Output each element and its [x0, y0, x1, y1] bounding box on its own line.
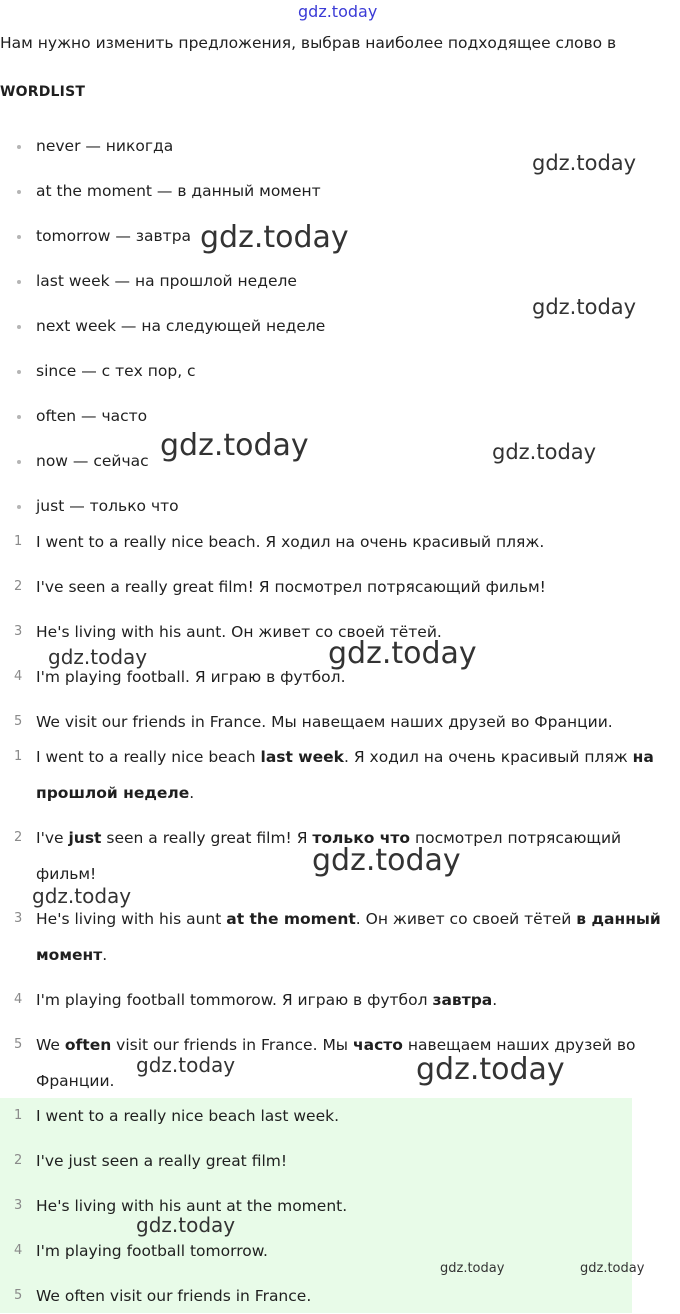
list-item-text: since — с тех пор, с [36, 362, 196, 380]
sentence-fragment: . [492, 991, 498, 1009]
sentence-text: I went to a really nice beach. Я ходил на очень красивый пляж. [36, 533, 545, 551]
bullet-icon [17, 370, 21, 374]
highlighted-word: last week [260, 748, 344, 766]
answer-number: 2 [14, 1153, 23, 1168]
list-item [20, 407, 147, 425]
header-watermark: gdz.today [298, 2, 378, 21]
list-item-text: just — только что [36, 497, 179, 515]
highlighted-word: только что [312, 829, 411, 847]
list-item [20, 362, 196, 380]
sentence-text: He's living with his aunt. Он живет со своей тётей. [36, 623, 442, 641]
answer-number: 3 [14, 1198, 23, 1213]
sentence-fragment: seen a really great film! Я [101, 829, 313, 847]
list-item [20, 272, 297, 290]
sentence-fragment: We [36, 1036, 65, 1054]
watermark: gdz.today [32, 884, 132, 908]
answer-number: 5 [14, 1288, 23, 1303]
list-item [20, 497, 179, 515]
answer-text: I went to a really nice beach last week. [36, 1107, 340, 1125]
sentence-fragment: посмотрел потрясающий фильм! [36, 829, 622, 883]
list-item [20, 317, 325, 335]
wordlist-title: WORDLIST [0, 84, 86, 100]
list-item-text: now — сейчас [36, 452, 149, 470]
highlighted-word: at the moment [226, 910, 356, 928]
highlighted-word: на прошлой неделе [36, 748, 654, 802]
sentence-number: 5 [14, 1037, 23, 1052]
sentence-number: 5 [14, 714, 23, 729]
sentence-text: I've seen a really great film! Я посмотрел потрясающий фильм! [36, 578, 546, 596]
sentence-number: 3 [14, 911, 23, 926]
answer-text: He's living with his aunt at the moment. [36, 1197, 348, 1215]
watermark: gdz.today [416, 1052, 565, 1087]
bullet-icon [17, 415, 21, 419]
answer-number: 1 [14, 1108, 23, 1123]
bullet-icon [17, 190, 21, 194]
list-item-text: often — часто [36, 407, 148, 425]
watermark: gdz.today [200, 220, 349, 255]
sentence-fragment: I've [36, 829, 69, 847]
watermark: gdz.today [580, 1261, 645, 1276]
bullet-icon [17, 145, 21, 149]
sentence-number: 4 [14, 669, 23, 684]
sentence-text: I'm playing football. Я играю в футбол. [36, 668, 346, 686]
watermark: gdz.today [328, 636, 477, 671]
highlighted-word: в данный момент [36, 910, 661, 964]
sentence-fragment: He's living with his aunt [36, 910, 227, 928]
sentence-fragment: I'm playing football tommorow. Я играю в футбол [36, 991, 433, 1009]
watermark: gdz.today [136, 1213, 236, 1237]
bullet-icon [17, 280, 21, 284]
sentence-number: 4 [14, 992, 23, 1007]
watermark: gdz.today [48, 645, 148, 669]
watermark: gdz.today [136, 1053, 236, 1077]
answer-text: I'm playing football tomorrow. [36, 1242, 268, 1260]
list-item [20, 182, 321, 200]
sentence-fragment: . Я ходил на очень красивый пляж [343, 748, 633, 766]
sentence-number: 1 [14, 749, 23, 764]
list-item [20, 452, 149, 470]
sentence-text [36, 1027, 666, 1099]
list-item-text: at the moment — в данный момент [36, 182, 321, 200]
watermark: gdz.today [160, 428, 309, 463]
sentence-number: 2 [14, 830, 23, 845]
sentence-fragment: visit our friends in France. Мы [111, 1036, 353, 1054]
intro-text: Нам нужно изменить предложения, выбрав наиболее подходящее слово в [0, 34, 617, 52]
highlighted-word: often [64, 1036, 112, 1054]
sentence-fragment: . Он живет со своей тётей [355, 910, 577, 928]
list-item [20, 227, 191, 245]
list-item-text: never — никогда [36, 137, 174, 155]
bullet-icon [17, 505, 21, 509]
list-item-text: next week — на следующей неделе [36, 317, 326, 335]
list-item-text: tomorrow — завтра [36, 227, 192, 245]
sentence-text: We visit our friends in France. Мы навещаем наших друзей во Франции. [36, 713, 613, 731]
highlighted-word: часто [352, 1036, 403, 1054]
sentence-number: 2 [14, 579, 23, 594]
list-item [20, 137, 173, 155]
bullet-icon [17, 325, 21, 329]
answer-text: I've just seen a really great film! [36, 1152, 288, 1170]
watermark: gdz.today [492, 440, 597, 464]
list-item-text: last week — на прошлой неделе [36, 272, 297, 290]
sentence-text [36, 901, 666, 973]
highlighted-word: just [68, 829, 102, 847]
sentence-number: 3 [14, 624, 23, 639]
watermark: gdz.today [312, 843, 461, 878]
highlighted-word: завтра [432, 991, 493, 1009]
watermark: gdz.today [532, 295, 637, 319]
sentence-text [36, 739, 666, 811]
sentence-fragment: . [189, 784, 195, 802]
sentence-fragment: I went to a really nice beach [36, 748, 261, 766]
bullet-icon [17, 235, 21, 239]
sentence-fragment: . [102, 946, 108, 964]
watermark: gdz.today [532, 151, 637, 175]
watermark: gdz.today [440, 1261, 505, 1276]
sentence-number: 1 [14, 534, 23, 549]
bullet-icon [17, 460, 21, 464]
answer-number: 4 [14, 1243, 23, 1258]
answer-text: We often visit our friends in France. [36, 1287, 312, 1305]
sentence-text [36, 982, 666, 1018]
sentence-fragment: навещаем наших друзей во Франции. [36, 1036, 636, 1090]
